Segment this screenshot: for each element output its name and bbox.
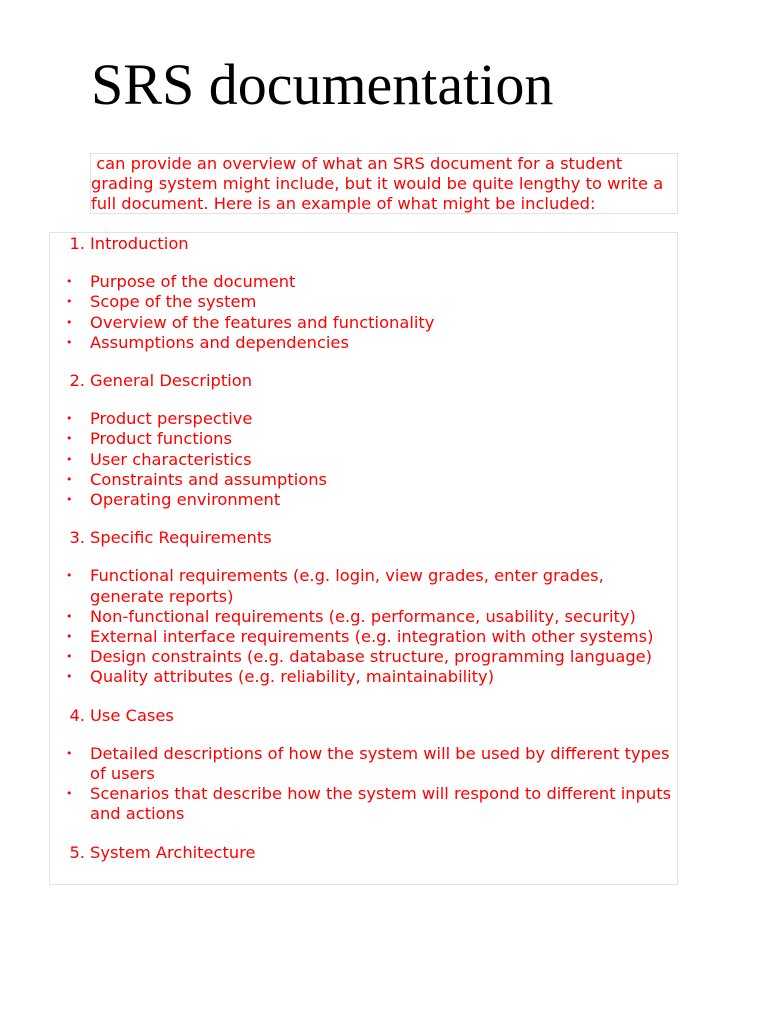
- list-item: [50, 744, 677, 784]
- list-item-text: Design constraints (e.g. database structure, programming language): [90, 647, 653, 667]
- list-item: [50, 647, 677, 667]
- bullet-dot-icon: •: [66, 670, 73, 684]
- list-item: [50, 272, 677, 292]
- outline-section: [50, 234, 677, 353]
- section-number: 2.: [69, 371, 85, 390]
- bullet-dot-icon: •: [66, 630, 73, 643]
- section-number: 4.: [69, 705, 85, 725]
- section-heading: [50, 843, 677, 863]
- list-item: [50, 313, 677, 333]
- list-item-text: Product functions: [90, 429, 232, 449]
- list-item-text: External interface requirements (e.g. integration with other systems): [90, 627, 654, 646]
- list-item-text: Detailed descriptions of how the system will be used by different types of users: [90, 743, 670, 783]
- list-item: [50, 292, 677, 312]
- list-item-text: Functional requirements (e.g. login, view grades, enter grades, generate reports): [90, 566, 604, 606]
- section-heading-text: General Description: [90, 371, 253, 390]
- intro-paragraph-box: [90, 153, 678, 214]
- bullet-list: [50, 744, 677, 825]
- bullet-dot-icon: •: [66, 787, 73, 801]
- bullet-dot-icon: •: [66, 315, 73, 329]
- list-item-text: Operating environment: [90, 490, 281, 509]
- list-item: [50, 566, 677, 606]
- outline-section: [50, 528, 677, 687]
- section-heading: [50, 234, 677, 254]
- list-item: [50, 429, 677, 449]
- list-item: [50, 409, 677, 429]
- list-item: [50, 470, 677, 490]
- bullet-dot-icon: •: [66, 452, 73, 466]
- section-heading-text: Use Cases: [90, 705, 174, 725]
- bullet-list: [50, 566, 677, 687]
- section-heading: [50, 371, 677, 391]
- list-item: [50, 450, 677, 470]
- bullet-dot-icon: •: [66, 295, 73, 309]
- list-item-text: User characteristics: [90, 449, 252, 469]
- list-item: [50, 333, 677, 353]
- section-number: 1.: [69, 234, 85, 253]
- outline-section: [50, 706, 677, 825]
- list-item-text: Assumptions and dependencies: [90, 332, 349, 352]
- section-heading-text: System Architecture: [90, 842, 256, 862]
- bullet-dot-icon: •: [66, 472, 73, 486]
- list-item-text: Scenarios that describe how the system will respond to different inputs and actions: [90, 784, 672, 824]
- section-heading-text: Specific Requirements: [90, 528, 272, 548]
- list-item: [50, 490, 677, 510]
- list-item: [50, 607, 677, 627]
- section-number: 5.: [69, 842, 85, 862]
- list-item-text: Product perspective: [90, 409, 253, 429]
- page-title: SRS documentation: [91, 52, 554, 117]
- outline-section: [50, 843, 677, 863]
- list-item: [50, 784, 677, 824]
- bullet-dot-icon: •: [66, 335, 73, 349]
- bullet-dot-icon: •: [66, 493, 73, 506]
- section-heading: [50, 706, 677, 726]
- bullet-dot-icon: •: [66, 275, 73, 289]
- list-item-text: Overview of the features and functionality: [90, 312, 435, 332]
- section-heading-text: Introduction: [90, 234, 189, 253]
- bullet-dot-icon: •: [66, 412, 73, 426]
- document-outline: [49, 232, 678, 885]
- bullet-dot-icon: •: [66, 650, 73, 664]
- list-item: [50, 627, 677, 647]
- section-number: 3.: [69, 528, 85, 548]
- bullet-dot-icon: •: [66, 609, 73, 623]
- bullet-dot-icon: •: [66, 569, 73, 583]
- outline-section: [50, 371, 677, 510]
- list-item-text: Scope of the system: [90, 292, 257, 312]
- bullet-dot-icon: •: [66, 432, 73, 446]
- bullet-list: [50, 409, 677, 510]
- list-item: [50, 667, 677, 687]
- intro-paragraph: can provide an overview of what an SRS document for a student grading system might include, but it would be quite lengthy to write a full document. Here is an example of what might be included:: [91, 154, 669, 214]
- list-item-text: Quality attributes (e.g. reliability, maintainability): [90, 667, 495, 687]
- bullet-dot-icon: •: [66, 746, 73, 760]
- section-heading: [50, 528, 677, 548]
- list-item-text: Constraints and assumptions: [90, 469, 328, 489]
- bullet-list: [50, 272, 677, 353]
- list-item-text: Non-functional requirements (e.g. performance, usability, security): [90, 606, 636, 626]
- list-item-text: Purpose of the document: [90, 272, 296, 292]
